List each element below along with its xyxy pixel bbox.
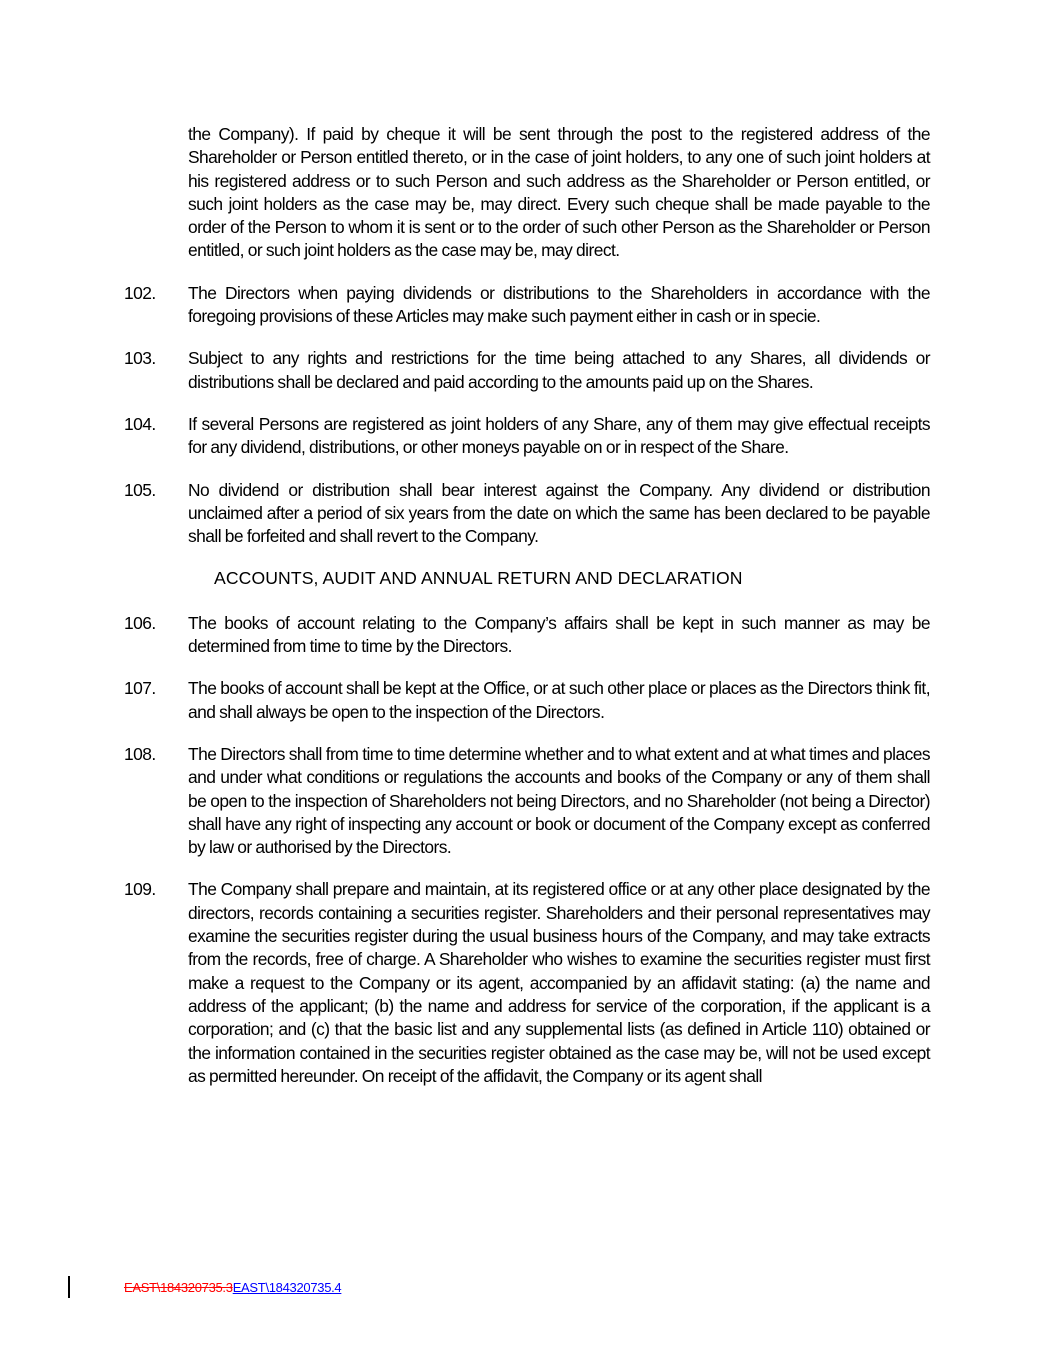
clause-text: The Directors shall from time to time determine whether and to what extent and at what times and places and under what conditions or regulations the accounts and books of the Company or any of them shall be open to the inspection of Shareholders not being Directors, and no Shareholder (not being a Director) shall have any right of inspecting any account or book or document of the Company except as conferred by law or authorised by the Directors.	[188, 743, 930, 858]
clause-number: 103.	[124, 348, 156, 369]
inserted-document-ref: EAST\184320735.4	[232, 1280, 342, 1295]
clause-number: 108.	[124, 743, 156, 764]
footer-document-reference	[124, 1280, 341, 1296]
clause-number: 102.	[124, 282, 156, 303]
clause-text: The Directors when paying dividends or distributions to the Shareholders in accordance with the foregoing provisions of these Articles may make such payment either in cash or in specie.	[188, 282, 930, 327]
revision-change-bar	[68, 1276, 70, 1298]
clause-102	[124, 282, 930, 329]
section-heading: ACCOUNTS, AUDIT AND ANNUAL RETURN AND DECLARATION	[214, 568, 743, 589]
document-body	[124, 123, 930, 1107]
clause-number: 109.	[124, 879, 156, 900]
clause-number: 104.	[124, 413, 156, 434]
clause-107	[124, 677, 930, 724]
clause-text: The books of account relating to the Company’s affairs shall be kept in such manner as may be determined from time to time by the Directors.	[188, 612, 930, 657]
clause-text: No dividend or distribution shall bear interest against the Company. Any dividend or distribution unclaimed after a period of six years from the date on which the same has been declared to be payable shall be forfeited and shall revert to the Company.	[188, 479, 930, 547]
clause-103	[124, 347, 930, 394]
clause-number: 105.	[124, 479, 156, 500]
clause-text: If several Persons are registered as joint holders of any Share, any of them may give effectual receipts for any dividend, distributions, or other moneys payable on or in respect of the Share.	[188, 413, 930, 458]
deleted-document-ref: EAST\184320735.3	[124, 1280, 233, 1295]
clause-text: The books of account shall be kept at the Office, or at such other place or places as the Directors think fit, and shall always be open to the inspection of the Directors.	[188, 678, 930, 722]
clause-109	[124, 878, 930, 1088]
clause-105	[124, 479, 930, 549]
clause-text: Subject to any rights and restrictions for the time being attached to any Shares, all dividends or distributions shall be declared and paid according to the amounts paid up on the Shares.	[188, 348, 930, 392]
clause-number: 107.	[124, 678, 156, 699]
clause-108	[124, 743, 930, 859]
clause-number: 106.	[124, 612, 156, 633]
clause-104	[124, 413, 930, 460]
clause-106	[124, 612, 930, 659]
clause-text: The Company shall prepare and maintain, at its registered office or at any other place designated by the directors, records containing a securities register. Shareholders and their personal representatives may examine the securities register during the usual business hours of the Company, and may take extracts from the records, free of charge. A Shareholder who wishes to examine the securities register must first make a request to the Company or its agent, accompanied by an affidavit stating: (a) the name and address of the applicant; (b) the name and address for service of the corporation, if the applicant is a corporation; and (c) that the basic list and any supplemental lists (as defined in Article 110) obtained or the information contained in the securities register obtained as the case may be, will not be used except as permitted hereunder. On receipt of the affidavit, the Company or its agent shall	[188, 879, 930, 1086]
continued-paragraph: the Company). If paid by cheque it will be sent through the post to the registered address of the Shareholder or Person entitled thereto, or in the case of joint holders, to any one of such joint holders at his registered address or to such Person and such address as the Shareholder or Person entitled, or such joint holders as the case may be, may direct. Every such cheque shall be made payable to the order of the Person to whom it is sent or to the order of such other Person as the Shareholder or Person entitled, or such joint holders as the case may be, may direct.	[188, 124, 930, 261]
